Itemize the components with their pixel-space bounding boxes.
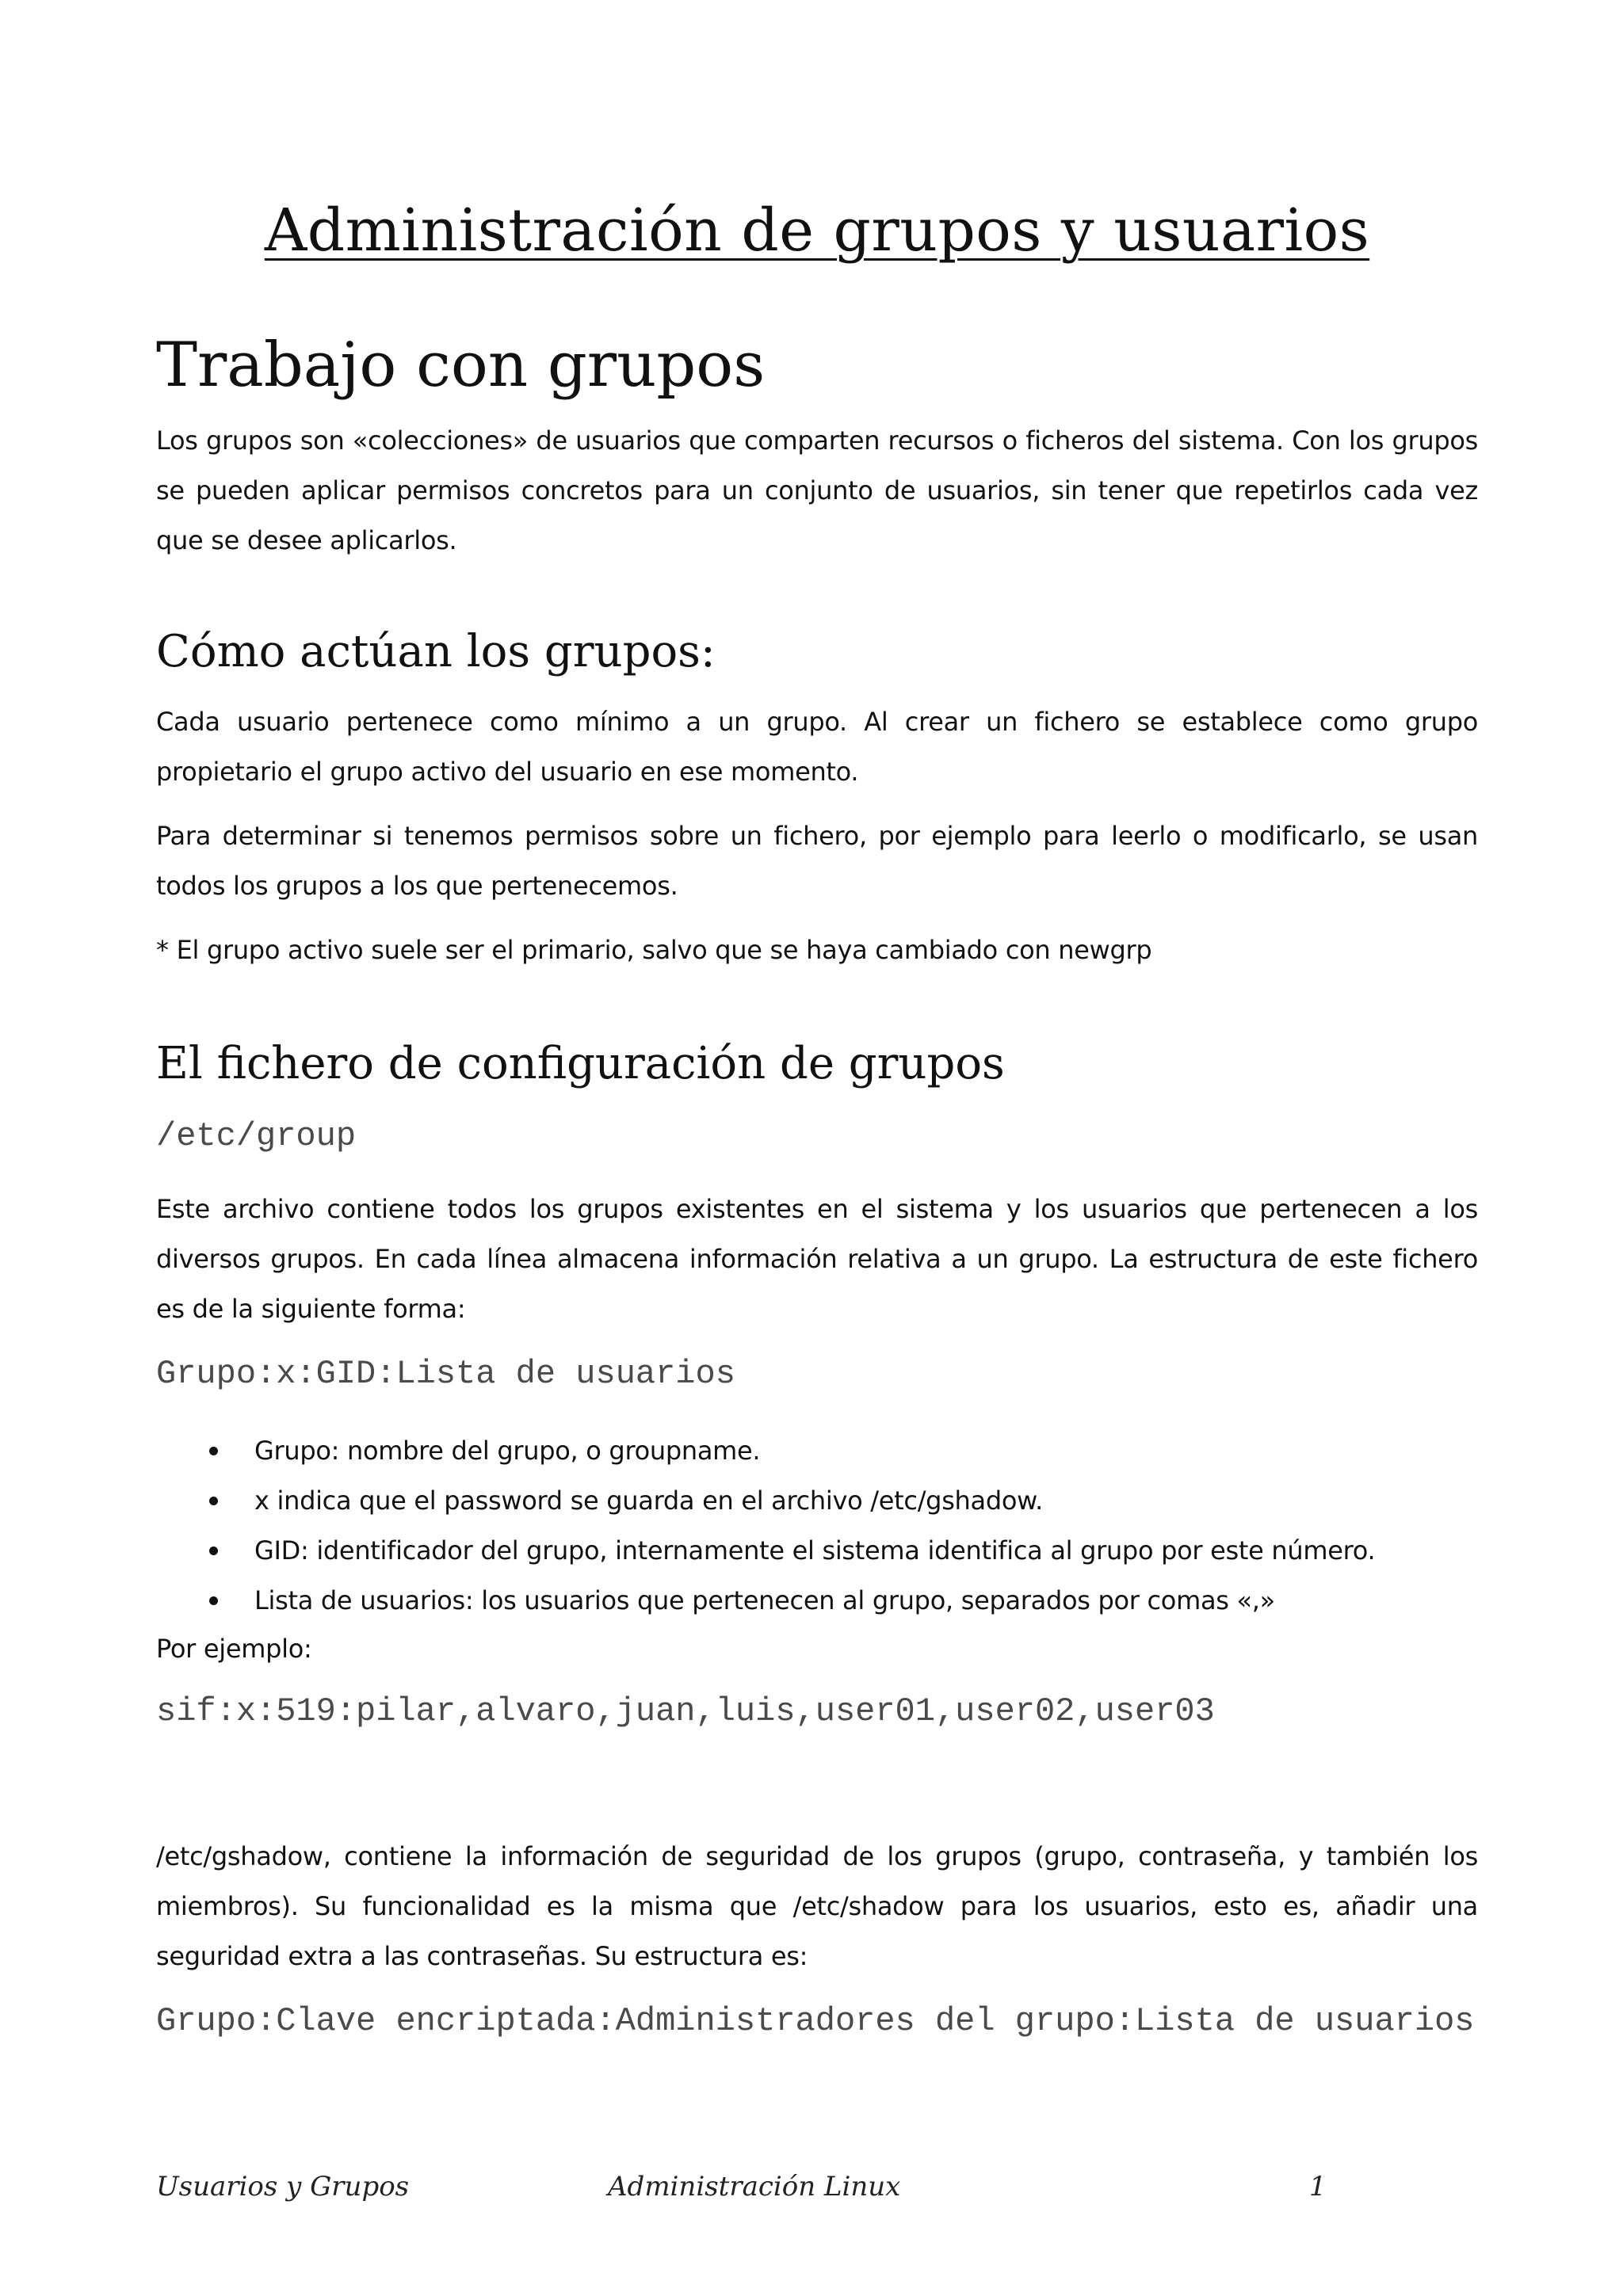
footer-page-number: 1 [1309,2171,1327,2203]
note-grupo-activo: * El grupo activo suele ser el primario, salvo que se haya cambiado con newgrp [156,935,1152,965]
etc-group-path: /etc/group [156,1117,357,1155]
field-description-list [156,1426,1375,1626]
bullet-icon [209,1447,218,1455]
section-heading-como-actuan: Cómo actúan los grupos: [156,626,716,677]
bullet-icon [209,1497,218,1505]
list-item: Grupo: nombre del grupo, o groupname. [156,1426,1375,1476]
paragraph-etc-group-description: Este archivo contiene todos los grupos existentes en el sistema y los usuarios que pertenecen a los diversos grupos. En cada línea almacena información relativa a un grupo. La estructura de este fichero es de la siguiente forma: [156,1194,1478,1324]
gshadow-structure-line: Grupo:Clave encriptada:Administradores del grupo:Lista de usuarios [156,2002,1475,2040]
list-item: GID: identificador del grupo, internamente el sistema identifica al grupo por este número. [156,1526,1375,1576]
group-example-line: sif:x:519:pilar,alvaro,juan,luis,user01,user02,user03 [156,1692,1215,1730]
intro-paragraph: Los grupos son «colecciones» de usuarios que comparten recursos o ficheros del sistema. Con los grupos se pueden aplicar permisos concretos para un conjunto de usuarios, sin tener que repetirlos cada vez que se desee aplicarlos. [156,425,1478,555]
list-item: x indica que el password se guarda en el archivo /etc/gshadow. [156,1476,1375,1526]
paragraph-cada-usuario: Cada usuario pertenece como mínimo a un grupo. Al crear un fichero se establece como grupo propietario el grupo activo del usuario en ese momento. [156,707,1478,787]
example-label: Por ejemplo: [156,1634,312,1664]
group-structure-line: Grupo:x:GID:Lista de usuarios [156,1355,735,1393]
paragraph-gshadow-description: /etc/gshadow, contiene la información de seguridad de los grupos (grupo, contraseña, y también los miembros). Su funcionalidad es la misma que /etc/shadow para los usuarios, esto es, añadir una seguridad extra a las contraseñas. Su estructura es: [156,1841,1478,1971]
paragraph-permisos: Para determinar si tenemos permisos sobre un fichero, por ejemplo para leerlo o modificarlo, se usan todos los grupos a los que pertenecemos. [156,821,1478,901]
bullet-icon [209,1596,218,1605]
document-title: Administración de grupos y usuarios [264,196,1370,265]
bullet-icon [209,1547,218,1555]
section-heading-fichero-configuracion: El fichero de configuración de grupos [156,1038,1005,1089]
list-item: Lista de usuarios: los usuarios que pertenecen al grupo, separados por comas «,» [156,1576,1375,1626]
footer-center: Administración Linux [608,2171,901,2203]
section-heading-trabajo-con-grupos: Trabajo con grupos [156,330,766,401]
footer-left: Usuarios y Grupos [156,2171,410,2203]
